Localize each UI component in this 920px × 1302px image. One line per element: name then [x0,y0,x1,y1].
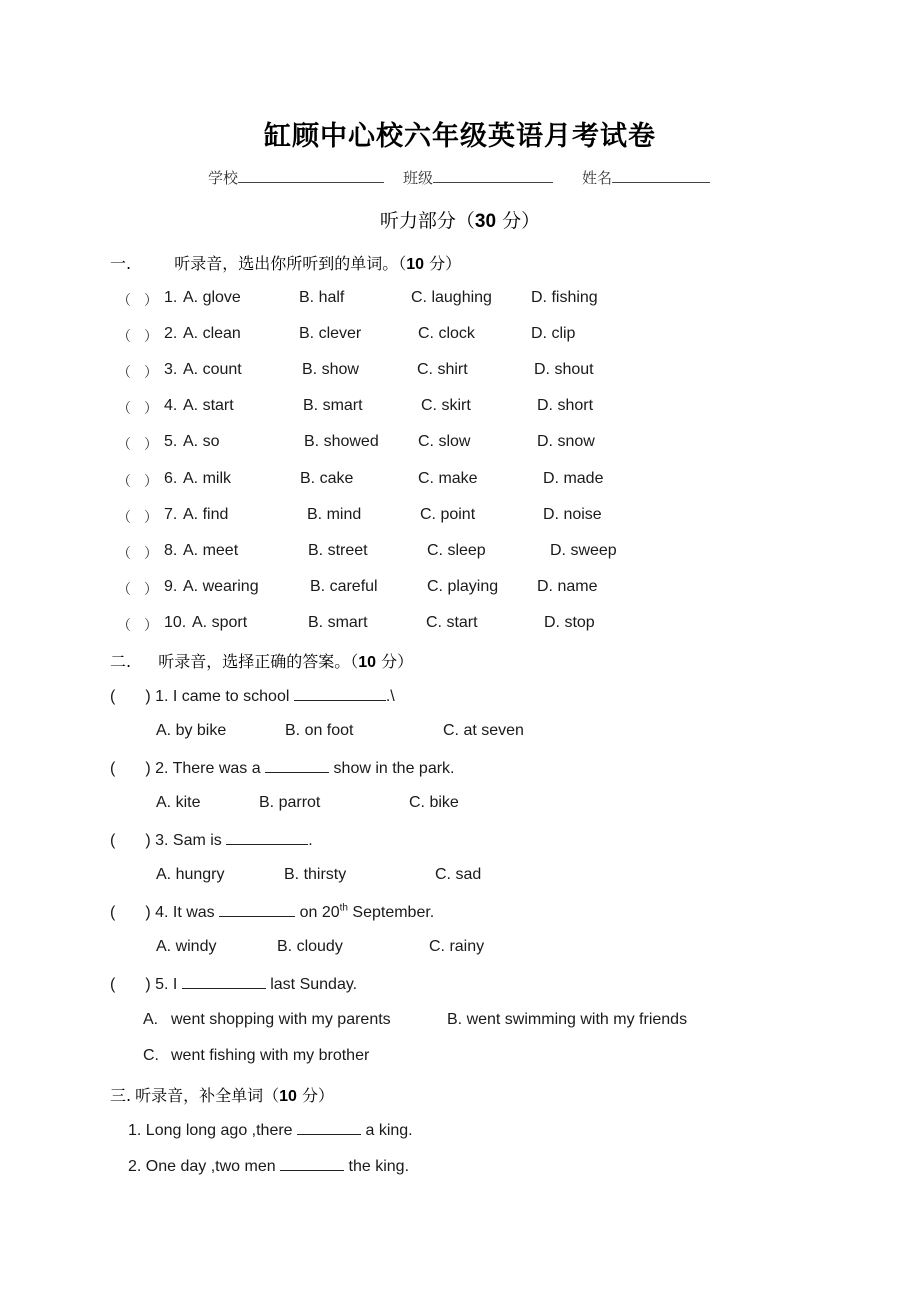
answer-paren-open[interactable]: （ [117,581,131,598]
s2-q2-option-c: C. bike [409,794,459,811]
s2-q2-option-b: B. parrot [259,794,321,811]
s2-q1-option-c: C. at seven [443,722,524,739]
answer-paren-close[interactable]: ） [144,617,158,634]
option-b: B. cake [300,469,354,487]
answer-paren-open[interactable]: ( [110,760,116,777]
option-c: C. slow [418,433,471,451]
s2-question-3: ( ) 3. Sam is . [110,832,313,849]
answer-paren-close[interactable]: ） [144,581,158,598]
answer-blank[interactable] [219,902,295,917]
s2-question-2: ( ) 2. There was a show in the park. [110,760,455,777]
option-c: C. point [420,505,476,523]
s3-item-2: 2. One day ,two men the king. [128,1158,410,1175]
option-d: D. shout [534,361,594,379]
option-d: D. short [537,397,594,415]
option-d: D. name [537,577,598,595]
answer-paren-close[interactable]: ） [144,365,158,382]
answer-paren-open[interactable]: （ [117,329,131,346]
option-c: C. playing [427,577,499,595]
exam-title: 缸顾中心校六年级英语月考试卷 [264,121,656,152]
s2-q4-option-a: A. windy [156,938,217,955]
section3-heading: 三. 听录音，补全单词（10 分） [110,1086,334,1105]
option-b: B. street [308,541,368,559]
answer-blank[interactable] [294,686,386,701]
item-number: 10. [164,613,187,631]
s3-item-1: 1. Long long ago ,there a king. [128,1122,413,1139]
s2-q5-option-c: went fishing with my brother [171,1047,370,1064]
school-field[interactable] [208,167,384,188]
option-b: B. showed [304,433,379,451]
answer-paren-open[interactable]: （ [117,617,131,634]
fill-blank[interactable] [280,1156,344,1171]
answer-paren-open[interactable]: （ [117,509,131,526]
answer-paren-open[interactable]: ( [110,904,116,921]
s2-q2-option-a: A. kite [156,794,201,811]
s2-question-5: ( ) 5. I last Sunday. [110,976,358,993]
class-field[interactable] [403,167,553,188]
option-a: A. start [183,397,234,415]
answer-paren-close[interactable]: ） [144,329,158,346]
option-d: D. noise [543,505,602,523]
item-number: 9. [164,577,178,595]
answer-paren-open[interactable]: （ [117,437,131,454]
answer-paren-open[interactable]: （ [117,401,131,418]
school-label: 学校 [208,169,239,187]
option-c: C. laughing [411,289,492,306]
option-c: C. start [426,613,478,631]
s2-q3-option-c: C. sad [435,866,482,883]
section3-number: 三. [110,1086,132,1105]
option-d: D. clip [531,325,576,343]
s2-q5-option-b: B. went swimming with my friends [447,1011,688,1028]
item-number: 8. [164,541,178,559]
item-number: 2. [164,325,178,343]
answer-paren-open[interactable]: （ [117,365,131,382]
option-a: A. clean [183,325,241,343]
item-number: 4. [164,397,178,415]
answer-paren-open[interactable]: ( [110,832,116,849]
section1-number: 一. [110,254,132,273]
section2-number: 二. [110,652,132,671]
option-a: A. so [183,433,220,451]
option-d: D. made [543,469,604,487]
answer-paren-close[interactable]: ） [144,401,158,418]
option-d: D. fishing [531,289,598,306]
option-c: C. skirt [421,397,471,415]
s2-q4-option-b: B. cloudy [277,938,343,955]
answer-blank[interactable] [265,758,329,773]
option-c: C. shirt [417,361,468,379]
name-field[interactable] [582,167,710,188]
item-number: 1. [164,289,178,306]
option-a: A. wearing [183,577,259,595]
section2-heading: 二. 听录音，选择正确的答案。（10 分） [110,652,414,671]
item-number: 3. [164,361,178,379]
answer-paren-open[interactable]: ( [110,976,116,993]
s2-q3-option-a: A. hungry [156,866,225,883]
option-a: A. find [183,505,229,523]
fill-blank[interactable] [297,1120,361,1135]
section1-heading: 一. 听录音，选出你所听到的单词。（10 分） [110,254,462,273]
option-d: D. snow [537,433,595,451]
option-c: C. sleep [427,541,486,559]
s2-q5-option-a: went shopping with my parents [171,1011,391,1028]
s2-q5-option-a-letter: A. [143,1011,159,1028]
answer-paren-open[interactable]: ( [110,688,116,705]
school-input-line[interactable] [238,168,384,183]
class-label: 班级 [403,169,434,187]
listening-part-title: 听力部分（30 分） [379,210,541,232]
option-d: D. sweep [550,541,617,559]
name-label: 姓名 [582,169,613,187]
option-b: B. show [302,361,359,379]
answer-paren-close[interactable]: ） [144,509,158,526]
option-b: B. careful [310,577,378,595]
name-input-line[interactable] [612,168,710,183]
item-number: 7. [164,505,178,523]
option-b: B. smart [303,397,363,415]
option-b: B. mind [307,505,362,523]
class-input-line[interactable] [433,168,553,183]
option-d: D. stop [544,613,595,631]
s2-question-4: ( ) 4. It was on 20th September. [110,902,435,921]
answer-paren-open[interactable]: （ [117,473,131,490]
s2-q3-option-b: B. thirsty [284,866,347,883]
option-a: A. meet [183,541,239,559]
option-b: B. smart [308,613,368,631]
s2-q4-option-c: C. rainy [429,938,485,955]
option-b: B. half [299,289,345,306]
option-c: C. make [418,469,478,487]
answer-paren-close[interactable]: ） [144,437,158,454]
s2-question-1: ( ) 1. I came to school .\ [110,688,395,705]
answer-paren-close[interactable]: ） [144,545,158,562]
s2-q1-option-b: B. on foot [285,722,354,739]
answer-paren-open[interactable]: （ [117,293,131,309]
answer-paren-close[interactable]: ） [144,293,158,309]
answer-paren-close[interactable]: ） [144,473,158,490]
answer-paren-open[interactable]: （ [117,545,131,562]
option-a: A. milk [183,469,231,487]
answer-blank[interactable] [226,830,308,845]
s2-q5-option-c-letter: C. [143,1047,159,1064]
option-c: C. clock [418,325,475,343]
option-b: B. clever [299,325,362,343]
option-a: A. count [183,361,242,379]
item-number: 6. [164,469,178,487]
s2-q1-option-a: A. by bike [156,722,227,739]
answer-blank[interactable] [182,974,266,989]
option-a: A. sport [192,613,248,631]
item-number: 5. [164,433,178,451]
option-a: A. glove [183,289,241,306]
